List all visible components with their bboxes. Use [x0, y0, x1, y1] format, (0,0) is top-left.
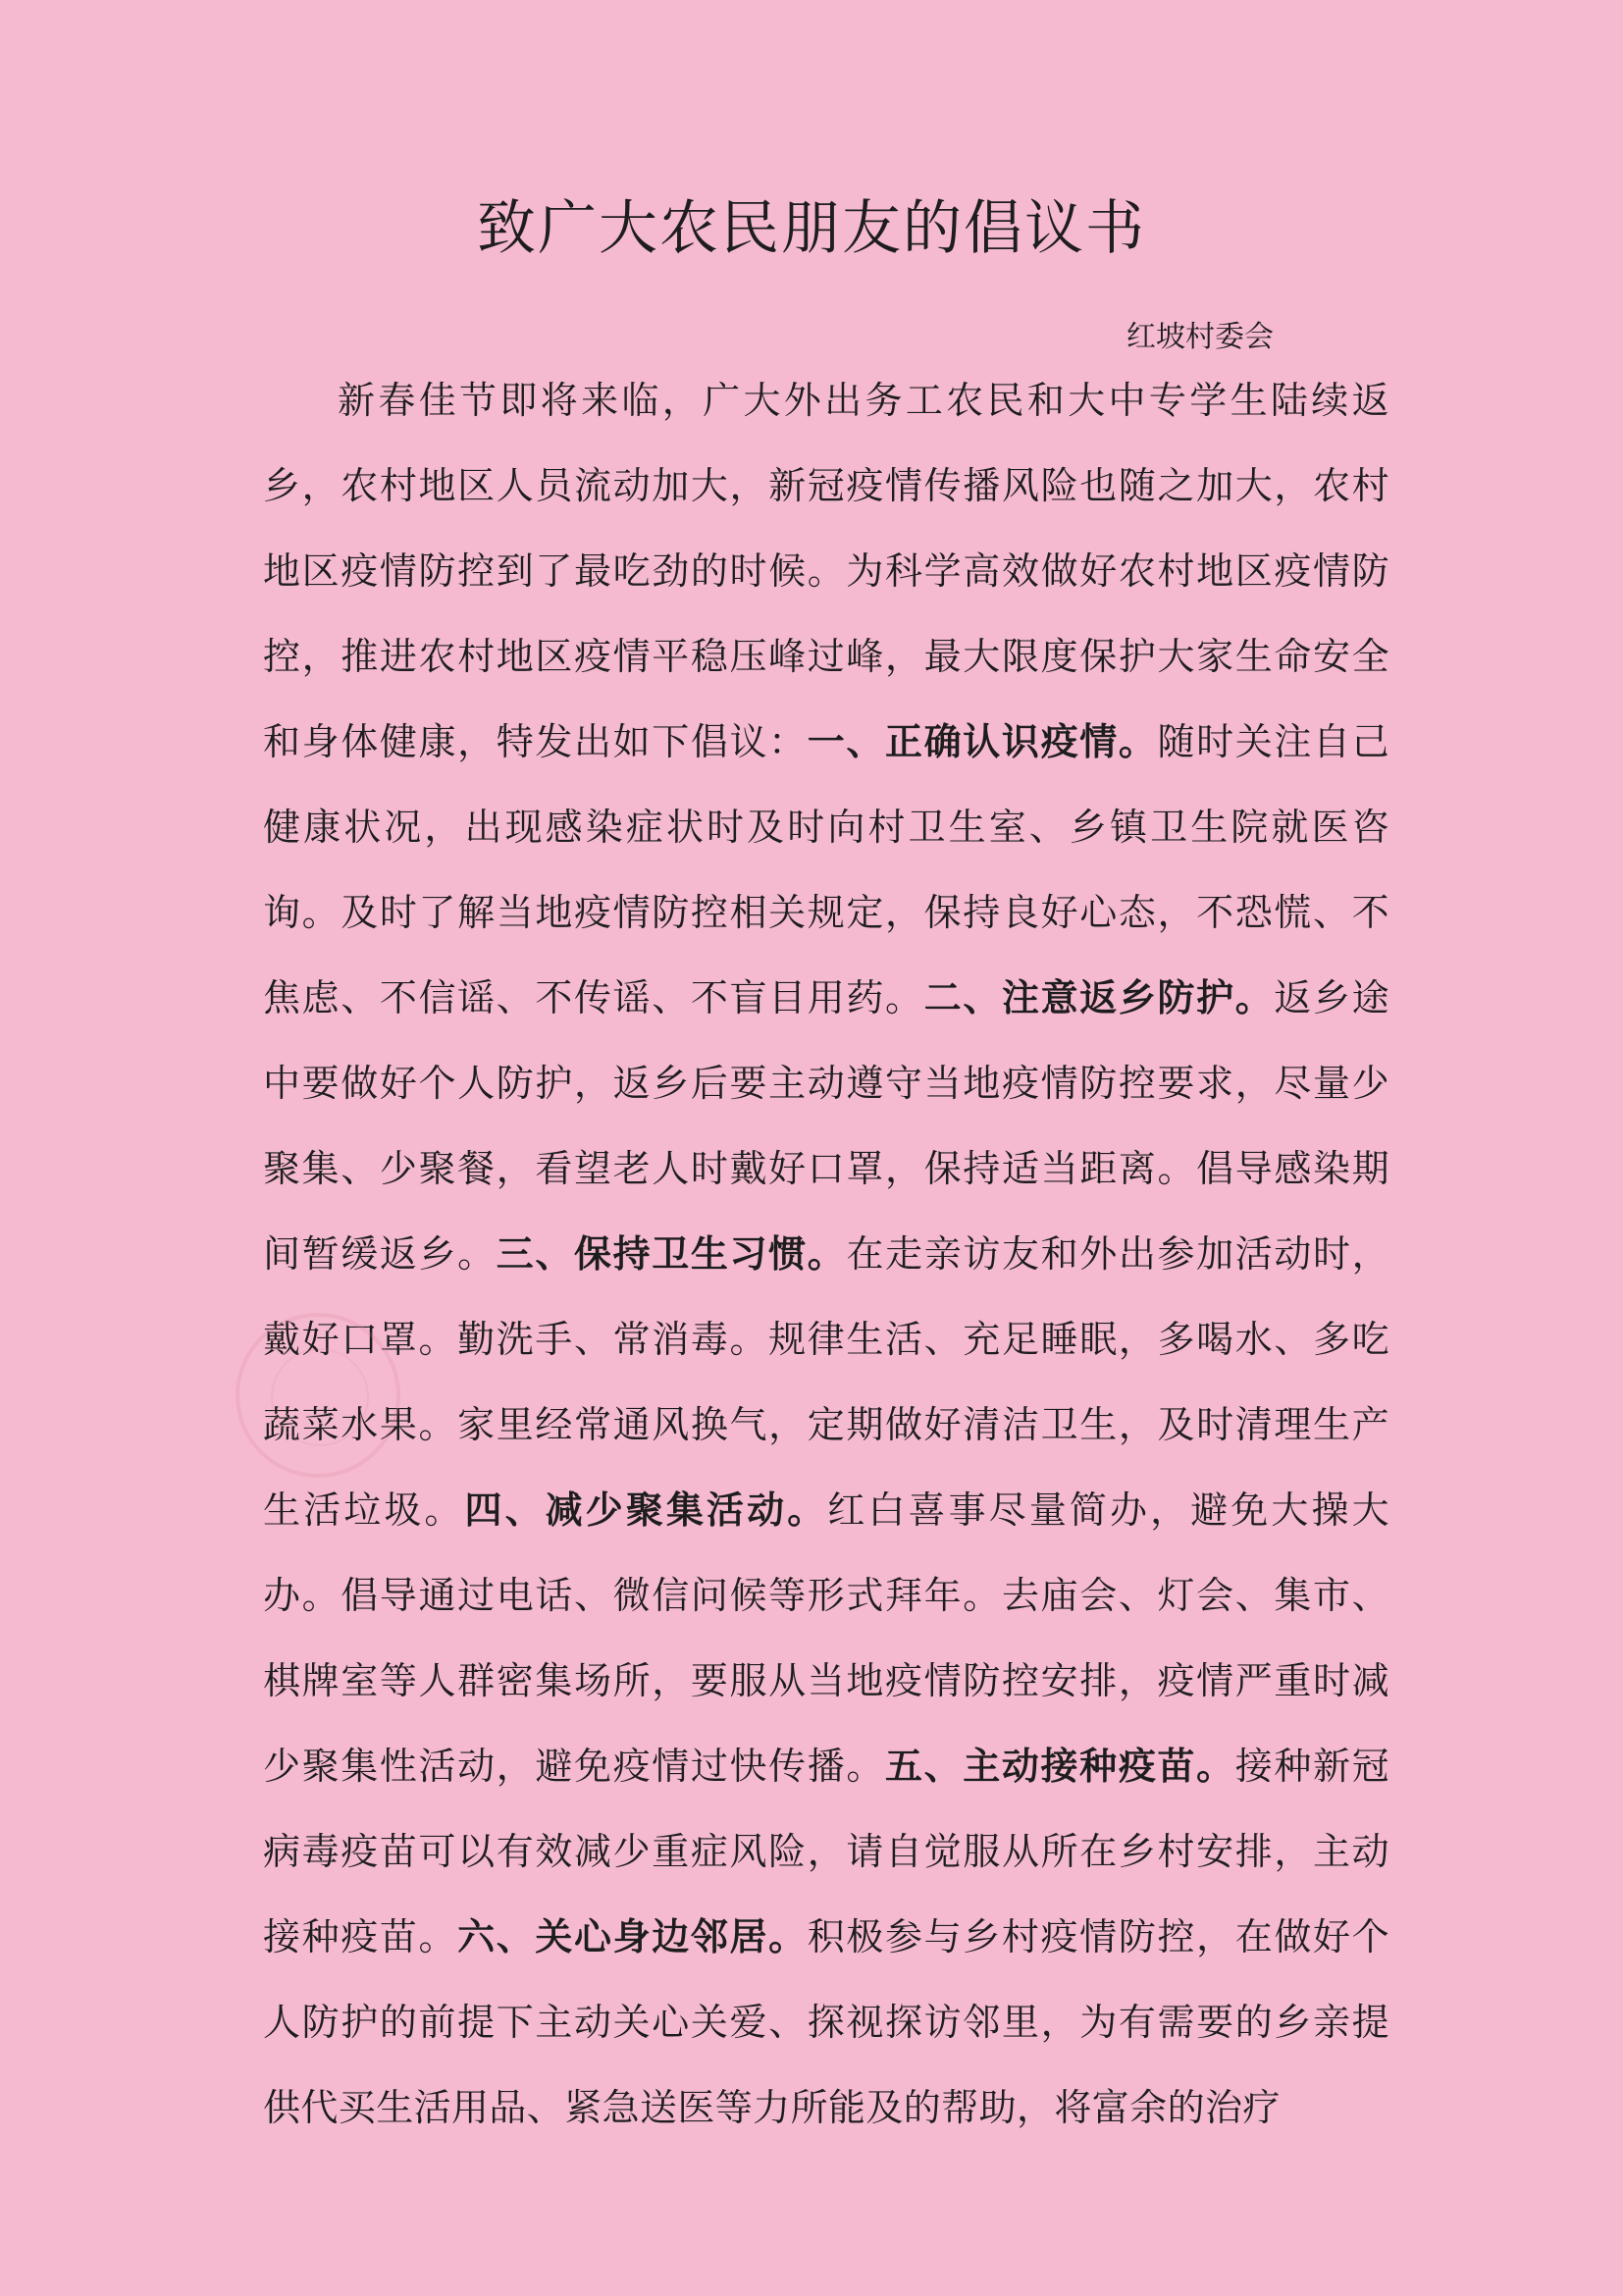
- body-segment: 返乡途中要做好个人防护，返乡后要主动遵守当地疫情防控要求，尽量少聚集、少聚餐，看望老人时戴好口罩，保持适当距离。倡导感染期间暂缓返乡。: [263, 976, 1389, 1276]
- document-body: [263, 358, 1389, 2151]
- section-heading: 二、注意返乡防护。: [923, 976, 1275, 1019]
- section-heading: 五、主动接种疫苗。: [885, 1745, 1235, 1788]
- body-segment: 新春佳节即将来临，广大外出务工农民和大中专学生陆续返乡，农村地区人员流动加大，新冠疫情传播风险也随之加大，农村地区疫情防控到了最吃劲的时候。为科学高效做好农村地区疫情防控，推进农村地区疫情平稳压峰过峰，最大限度保护大家生命安全和身体健康，特发出如下倡议：: [263, 379, 1389, 763]
- document-title: 致广大农民朋友的倡议书: [477, 194, 1146, 263]
- body-segment: 积极参与乡村疫情防控，在做好个人防护的前提下主动关心关爱、探视探访邻里，为有需要的乡亲提供代买生活用品、紧急送医等力所能及的帮助，将富余的治疗: [263, 1915, 1389, 2129]
- body-segment: 接种新冠病毒疫苗可以有效减少重症风险，请自觉服从所在乡村安排，主动接种疫苗。: [263, 1745, 1389, 1958]
- section-heading: 一、正确认识疫情。: [807, 720, 1158, 763]
- issuer-name: 红坡村委会: [1126, 320, 1274, 354]
- body-segment: 在走亲访友和外出参加活动时，戴好口罩。勤洗手、常消毒。规律生活、充足睡眠，多喝水、多吃蔬菜水果。家里经常通风换气，定期做好清洁卫生，及时清理生产生活垃圾。: [263, 1232, 1389, 1532]
- body-segment: 红白喜事尽量简办，避免大操大办。倡导通过电话、微信问候等形式拜年。去庙会、灯会、集市、棋牌室等人群密集场所，要服从当地疫情防控安排，疫情严重时减少聚集性活动，避免疫情过快传播。: [263, 1488, 1389, 1788]
- section-heading: 六、关心身边邻居。: [457, 1915, 808, 1958]
- body-segment: 随时关注自己健康状况，出现感染症状时及时向村卫生室、乡镇卫生院就医咨询。及时了解当地疫情防控相关规定，保持良好心态，不恐慌、不焦虑、不信谣、不传谣、不盲目用药。: [263, 720, 1389, 1019]
- section-heading: 四、减少聚集活动。: [464, 1488, 828, 1532]
- section-heading: 三、保持卫生习惯。: [496, 1232, 847, 1276]
